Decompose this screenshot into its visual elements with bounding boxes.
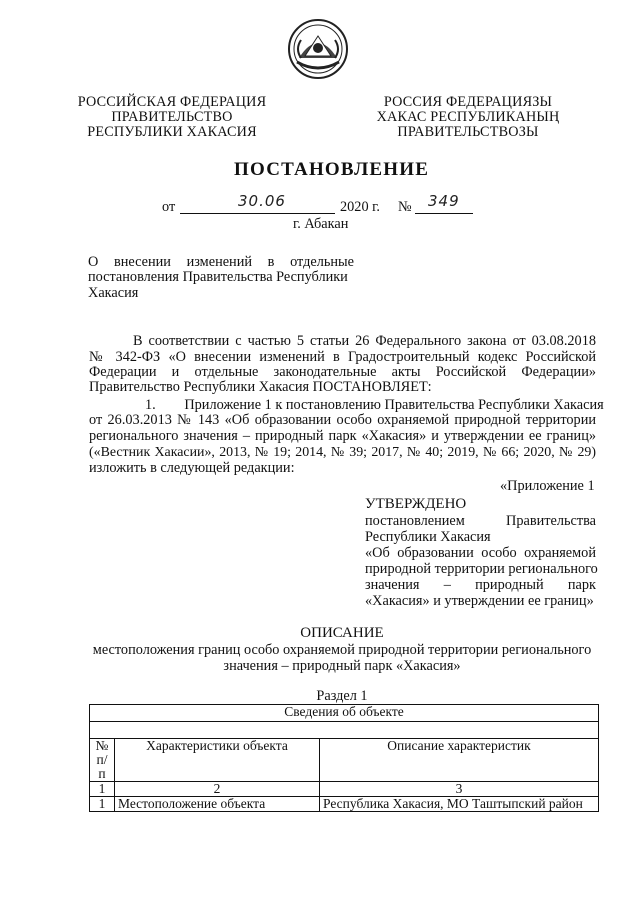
header-left: [72, 95, 272, 140]
subject-line: О внесении изменений в отдельные: [88, 254, 354, 270]
handwritten-date: 30.06: [238, 192, 286, 210]
description-subtitle-line: местоположения границ особо охраняемой природной территории регионального: [92, 642, 592, 658]
item-line: от 26.03.2013 № 143 «Об образовании особо охраняемой природной территории: [89, 412, 596, 428]
table-cell: Республика Хакасия, МО Таштыпский район: [320, 797, 599, 812]
header-right: [368, 95, 568, 140]
table-header-characteristic: Характеристики объекта: [115, 739, 320, 782]
table-spacer: [90, 722, 599, 739]
approved-label: УТВЕРЖДЕНО: [365, 496, 467, 512]
preamble-line: Федерации и отдельные законодательные акты Российской Федерации»: [89, 364, 596, 380]
item-line: («Вестник Хакасии», 2013, № 19; 2014, № 39; 2017, № 40; 2019, № 66; 2020, № 29): [89, 445, 596, 460]
header-left-line: ПРАВИТЕЛЬСТВО: [111, 109, 233, 125]
subject-line: Хакасия: [88, 285, 139, 301]
table-cell: 1: [90, 797, 115, 812]
table-title: Сведения об объекте: [90, 705, 599, 722]
approval-line: «Об образовании особо охраняемой: [365, 545, 596, 561]
table-index-cell: 1: [90, 782, 115, 797]
header-right-line: ПРАВИТЕЛЬСТВОЗЫ: [397, 124, 539, 140]
table-row: [90, 797, 599, 812]
appendix-label: «Приложение 1: [500, 478, 595, 494]
table-cell: Местоположение объекта: [115, 797, 320, 812]
city-label: г. Абакан: [293, 216, 349, 232]
subject-line: постановления Правительства Республики: [88, 269, 348, 285]
coat-of-arms-emblem: [287, 18, 349, 80]
item-line: 1. Приложение 1 к постановлению Правительства Республики Хакасия: [145, 397, 604, 413]
approval-line: природной территории регионального: [365, 561, 598, 577]
preamble-line: № 342-ФЗ «О внесении изменений в Градостроительный кодекс Российской: [89, 349, 596, 365]
description-title: ОПИСАНИЕ: [300, 625, 384, 641]
table-header-number: № п/п: [90, 739, 115, 782]
header-left-line: РОССИЙСКАЯ ФЕДЕРАЦИЯ: [77, 94, 267, 110]
document-title: ПОСТАНОВЛЕНИЕ: [234, 159, 430, 180]
description-subtitle-line: значения – природный парк «Хакасия»: [223, 658, 461, 674]
item-line: регионального значения – природный парк «Хакасия» и утверждении ее границ»: [89, 428, 596, 444]
approval-line: «Хакасия» и утверждении ее границ»: [365, 593, 594, 609]
object-info-table: [89, 704, 599, 812]
from-label: от: [162, 199, 176, 215]
item-line: изложить в следующей редакции:: [89, 460, 295, 476]
preamble-line: В соответствии с частью 5 статьи 26 Федерального закона от 03.08.2018: [133, 333, 596, 349]
number-sign: №: [398, 199, 412, 215]
header-right-line: РОССИЯ ФЕДЕРАЦИЯЗЫ: [383, 94, 553, 110]
handwritten-number: 349: [428, 192, 460, 210]
date-underline: [180, 213, 335, 214]
year-label: 2020 г.: [340, 199, 380, 215]
preamble-line: Правительство Республики Хакасия ПОСТАНОВЛЯЕТ:: [89, 379, 432, 395]
approval-line: Республики Хакасия: [365, 529, 491, 545]
approval-line: постановлением Правительства: [365, 513, 596, 529]
approval-line: значения – природный парк: [365, 577, 596, 593]
table-header-description: Описание характеристик: [320, 739, 599, 782]
header-right-line: ХАКАС РЕСПУБЛИКАНЫҢ: [376, 109, 560, 125]
table-index-cell: 3: [320, 782, 599, 797]
table-index-cell: 2: [115, 782, 320, 797]
section-label: Раздел 1: [316, 688, 368, 704]
number-underline: [415, 213, 473, 214]
header-left-line: РЕСПУБЛИКИ ХАКАСИЯ: [87, 124, 257, 140]
